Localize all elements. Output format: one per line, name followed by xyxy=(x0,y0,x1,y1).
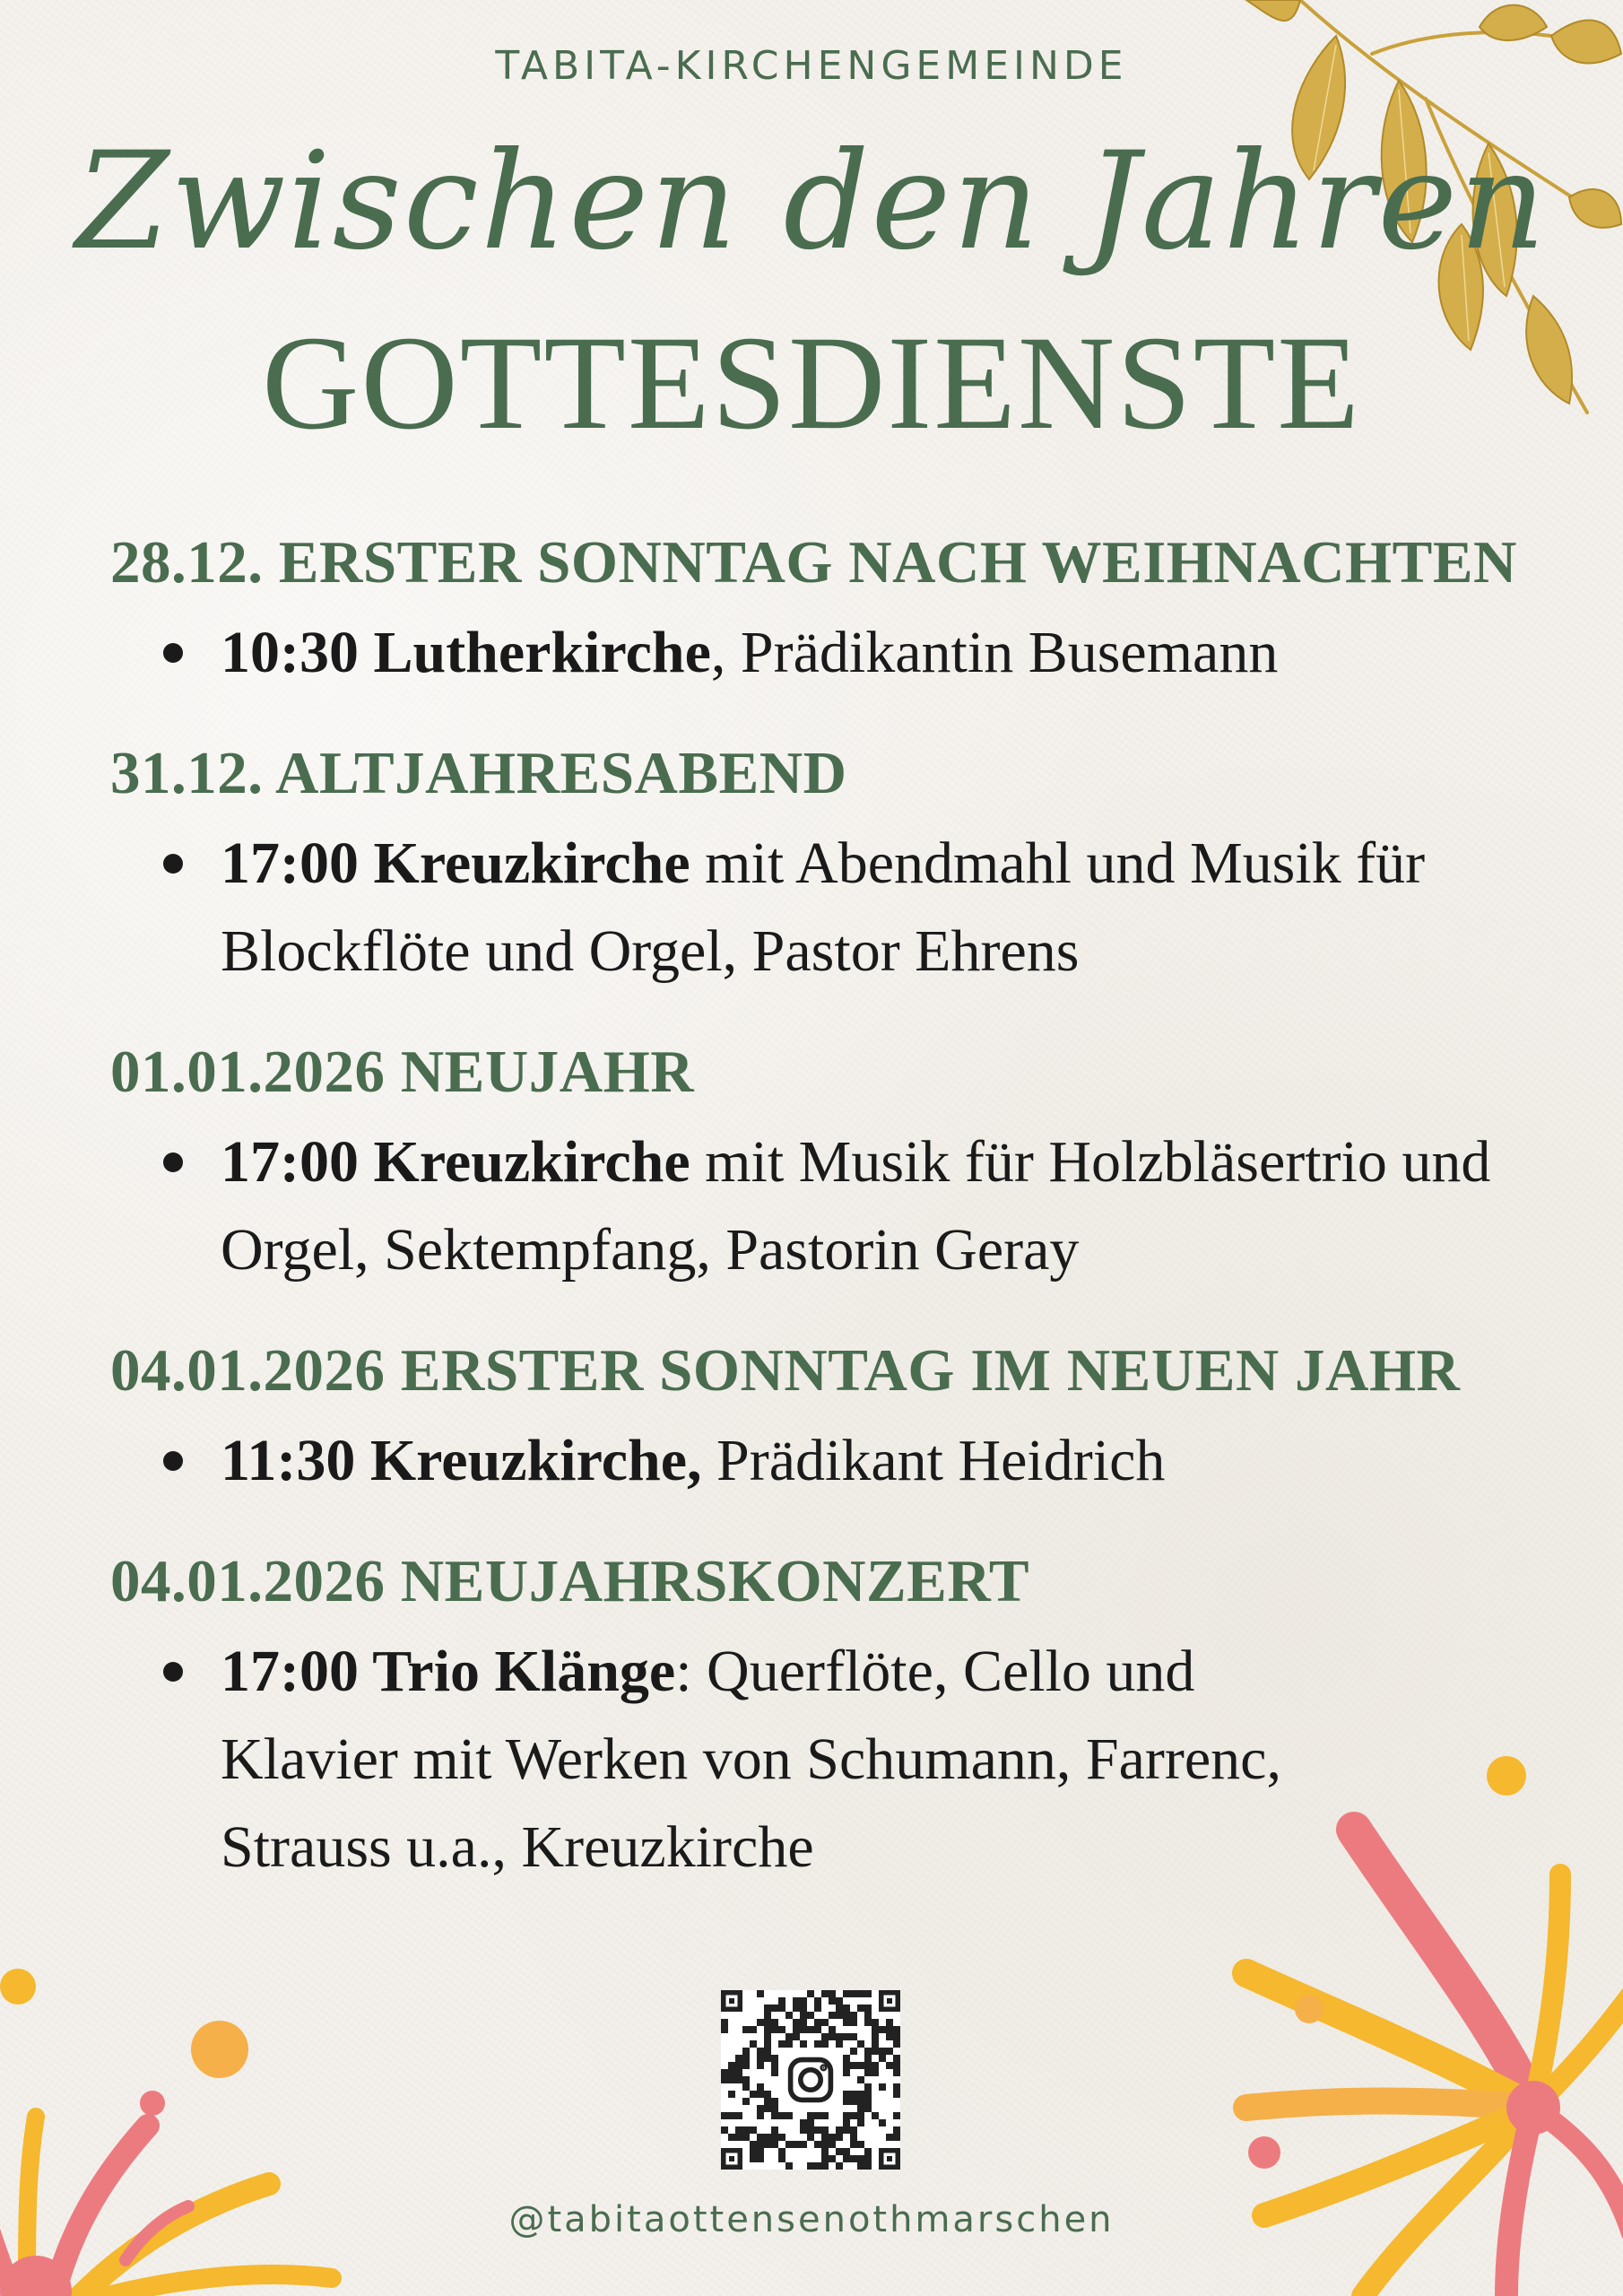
event-detail xyxy=(110,820,1617,996)
qr-code-icon[interactable] xyxy=(721,1990,900,2170)
event-details: Prädikant Heidrich xyxy=(701,1428,1166,1494)
bullet-icon xyxy=(163,1152,183,1172)
service-event xyxy=(110,740,1617,996)
bullet-icon xyxy=(163,1451,183,1471)
event-details: mit Musik für Holzbläsertrio und Orgel, Sektempfang, Pastorin Geray xyxy=(221,1129,1491,1283)
parish-name: TABITA-KIRCHENGEMEINDE xyxy=(495,43,1128,89)
service-event xyxy=(110,529,1617,697)
event-time-place: 11:30 Kreuzkirche, xyxy=(221,1428,702,1494)
script-title: Zwischen den Jahren xyxy=(75,124,1548,280)
event-heading: 31.12. ALTJAHRESABEND xyxy=(110,740,847,807)
service-list xyxy=(110,529,1617,1935)
page-title: GOTTESDIENSTE xyxy=(262,309,1361,457)
service-event xyxy=(110,1337,1617,1505)
event-time-place: 17:00 Kreuzkirche xyxy=(221,1129,690,1196)
bullet-icon xyxy=(163,854,183,874)
bullet-icon xyxy=(163,643,183,663)
event-detail xyxy=(110,609,1617,697)
social-handle[interactable]: @tabitaottensenothmarschen xyxy=(508,2199,1115,2240)
event-time-place: 10:30 Lutherkirche xyxy=(221,620,711,686)
event-time-place: 17:00 Kreuzkirche xyxy=(221,831,690,897)
event-heading: 28.12. ERSTER SONNTAG NACH WEIHNACHTEN xyxy=(110,529,1517,596)
event-time-place: 17:00 Trio Klänge xyxy=(221,1639,676,1705)
event-heading: 04.01.2026 NEUJAHRSKONZERT xyxy=(110,1548,1030,1615)
event-details: : Querflöte, Cello und Klavier mit Werken von Schumann, Farrenc, Strauss u.a., Kreuzkirche xyxy=(221,1639,1281,1881)
event-detail xyxy=(110,1628,1357,1892)
event-details: mit Abendmahl und Musik für Blockflöte und Orgel, Pastor Ehrens xyxy=(221,831,1426,985)
event-detail xyxy=(110,1417,1617,1505)
event-detail xyxy=(110,1118,1617,1294)
service-event xyxy=(110,1039,1617,1294)
service-event xyxy=(110,1548,1357,1892)
event-details: , Prädikantin Busemann xyxy=(710,620,1279,686)
bullet-icon xyxy=(163,1662,183,1682)
event-heading: 04.01.2026 ERSTER SONNTAG IM NEUEN JAHR xyxy=(110,1337,1461,1405)
event-heading: 01.01.2026 NEUJAHR xyxy=(110,1039,695,1106)
firework-burst-icon xyxy=(0,1937,377,2296)
